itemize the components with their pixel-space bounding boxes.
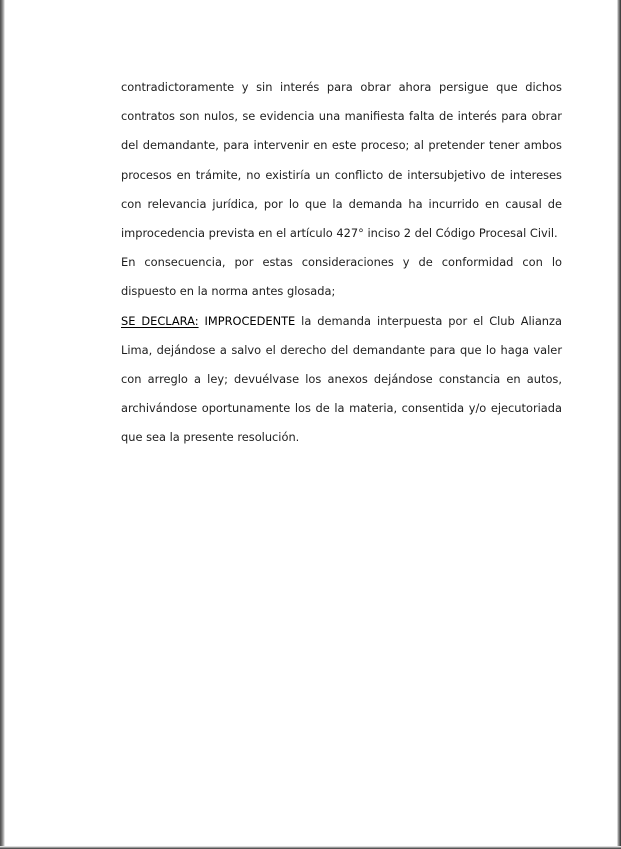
- paragraph-text: contradictoramente y sin interés para obrar ahora persigue que dichos contratos son nulos, se evidencia una manifiesta falta de interés para obrar del demandante, para intervenir en este proceso; al pretender tener ambos procesos en trámite, no existiría un conflicto de intersubjetivo de intereses con relevancia jurídica, por lo que la demanda ha incurrido en causal de improcedencia prevista en el artículo 427° inciso 2 del Código Procesal Civil.: [121, 80, 562, 241]
- document-body: [121, 73, 562, 453]
- paragraph-improcedencia-reasoning: [121, 73, 562, 248]
- resolution-label: SE DECLARA:: [121, 313, 199, 328]
- resolution-verdict: IMPROCEDENTE: [204, 313, 296, 328]
- paragraph-text: En consecuencia, por estas consideraciones y de conformidad con lo dispuesto en la norma antes glosada;: [121, 255, 562, 299]
- paragraph-text: la demanda interpuesta por el Club Alianza Lima, dejándose a salvo el derecho del demandante para que lo haga valer con arreglo a ley; devuélvase los anexos dejándose constancia en autos, archivándose oportunamente los de la materia, consentida y/o ejecutoriada que sea la presente resolución.: [121, 313, 562, 445]
- paragraph-consecuencia: [121, 248, 562, 306]
- paragraph-resolution: [121, 307, 562, 453]
- page-right-border: [617, 0, 621, 849]
- page-left-border: [0, 0, 5, 849]
